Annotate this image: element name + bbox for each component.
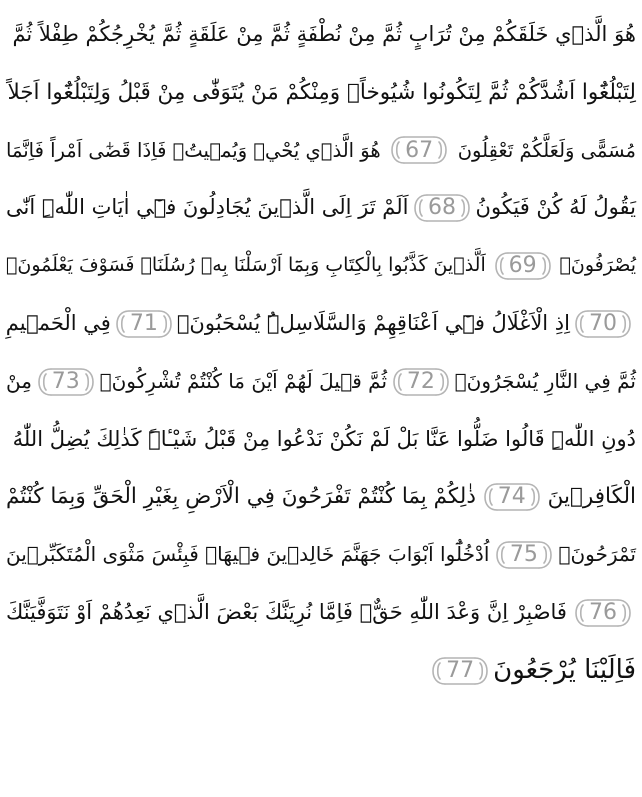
verse-number: 67	[405, 137, 434, 163]
verse-text: فَاِلَيْنَا يُرْجَعُونَ	[493, 654, 636, 685]
verse-text: هُوَ الَّذ۪ي خَلَقَكُمْ مِنْ تُرَابٍ ثُمَّ مِنْ نُطْفَةٍ ثُمَّ مِنْ عَلَقَةٍ ثُمَّ يُخْرِجُكُمْ طِفْلاً ثُمَّ	[12, 22, 636, 46]
verse-number: 74	[497, 484, 526, 510]
verse-number: 76	[589, 599, 617, 625]
verse-text: دُونِ اللّٰهِۜ قَالُوا ضَلُّوا عَنَّا بَلْ لَمْ نَكُنْ نَدْعُوا مِنْ قَبْلُ شَيْـٔاًۜ كَذٰلِكَ يُضِلُّ اللّٰهُ	[12, 426, 636, 451]
verse-number: 71	[129, 310, 158, 336]
verse-text: مِنْ	[6, 368, 32, 393]
verse-line	[6, 179, 636, 237]
verse-text: اُدْخُلُٓوا اَبْوَابَ جَهَنَّمَ خَالِد۪ينَ ف۪يهَاۚ فَبِئْسَ مَثْوَى الْمُتَكَبِّر۪ينَ	[6, 542, 490, 567]
verse-text: الْكَافِر۪ينَ	[547, 484, 636, 510]
verse-number: 77	[446, 657, 475, 683]
verse-number-marker	[413, 191, 471, 225]
verse-line	[6, 295, 636, 353]
verse-line	[6, 6, 636, 64]
verse-text: اِذِ الْاَغْلَالُ ف۪ٓي اَعْنَاقِهِمْ وَالسَّلَاسِلُۜ يُسْحَبُونَۙ	[176, 310, 570, 335]
verse-number-marker	[392, 365, 450, 399]
verse-number-marker	[431, 654, 489, 688]
verse-number: 69	[508, 253, 537, 279]
verse-line	[6, 526, 636, 584]
verse-text: ثُمَّ فِي النَّارِ يُسْجَرُونَۚ	[454, 368, 636, 393]
verse-line	[6, 468, 636, 526]
verse-number-marker	[115, 307, 173, 341]
verse-number-marker	[483, 480, 541, 514]
verse-text: يُصْرَفُونَۚ	[559, 254, 636, 277]
verse-text: يَقُولُ لَهُ كُنْ فَيَكُونُ	[475, 195, 636, 220]
verse-text: مُسَمًّى وَلَعَلَّكُمْ تَعْقِلُونَ	[457, 138, 636, 162]
verse-line	[6, 64, 636, 122]
verse-line	[6, 122, 636, 180]
verse-number: 73	[51, 368, 80, 394]
verse-line	[6, 584, 636, 642]
verse-number-marker	[495, 538, 553, 572]
verse-number: 75	[509, 542, 538, 568]
verse-number: 70	[589, 310, 617, 336]
verse-text: فِي الْحَم۪يمِ	[5, 310, 111, 335]
verse-number: 68	[428, 195, 457, 221]
verse-number-marker	[574, 307, 632, 341]
verse-line	[6, 237, 636, 295]
verse-text: تَمْرَحُونَۚ	[558, 542, 636, 567]
verse-line	[6, 642, 636, 700]
verse-text: فَاصْبِرْ اِنَّ وَعْدَ اللّٰهِ حَقٌّۚ فَاِمَّا نُرِيَنَّكَ بَعْضَ الَّذ۪ي نَعِدُهُمْ اَوْ نَتَوَفَّيَنَّكَ	[6, 599, 567, 624]
verse-number-marker	[494, 249, 552, 283]
verse-text: اَلَمْ تَرَ اِلَى الَّذ۪ينَ يُجَادِلُونَ ف۪ٓي اٰيَاتِ اللّٰهِۜ اَنّٰى	[6, 195, 409, 220]
verse-text: لِتَبْلُغُٓوا اَشُدَّكُمْ ثُمَّ لِتَكُونُوا شُيُوخاًۚ وَمِنْكُمْ مَنْ يُتَوَفّٰى مِنْ قَبْلُ وَلِتَبْلُغُٓوا اَجَلاً	[7, 79, 636, 105]
verse-text: هُوَ الَّذ۪ي يُحْي۪ وَيُم۪يتُۚ فَاِذَا قَضٰٓى اَمْراً فَاِنَّمَا	[6, 138, 381, 162]
verse-text: ثُمَّ ق۪يلَ لَهُمْ اَيْنَ مَا كُنْتُمْ تُشْرِكُونَۙ	[99, 368, 388, 393]
verse-number-marker	[390, 133, 448, 167]
verse-number: 72	[406, 368, 435, 394]
verse-line	[6, 411, 636, 469]
verse-line	[6, 353, 636, 411]
verse-text: اَلَّذ۪ينَ كَذَّبُوا بِالْكِتَابِ وَبِمَٓا اَرْسَلْنَا بِه۪ رُسُلَنَاۜ فَسَوْفَ يَعْلَمُونَۙ	[6, 254, 486, 277]
verse-text: ذٰلِكُمْ بِمَا كُنْتُمْ تَفْرَحُونَ فِي الْاَرْضِ بِغَيْرِ الْحَقِّ وَبِمَا كُنْتُمْ	[6, 484, 476, 510]
verse-text-block	[6, 6, 636, 700]
verse-number-marker	[37, 365, 95, 399]
verse-number-marker	[574, 596, 632, 630]
